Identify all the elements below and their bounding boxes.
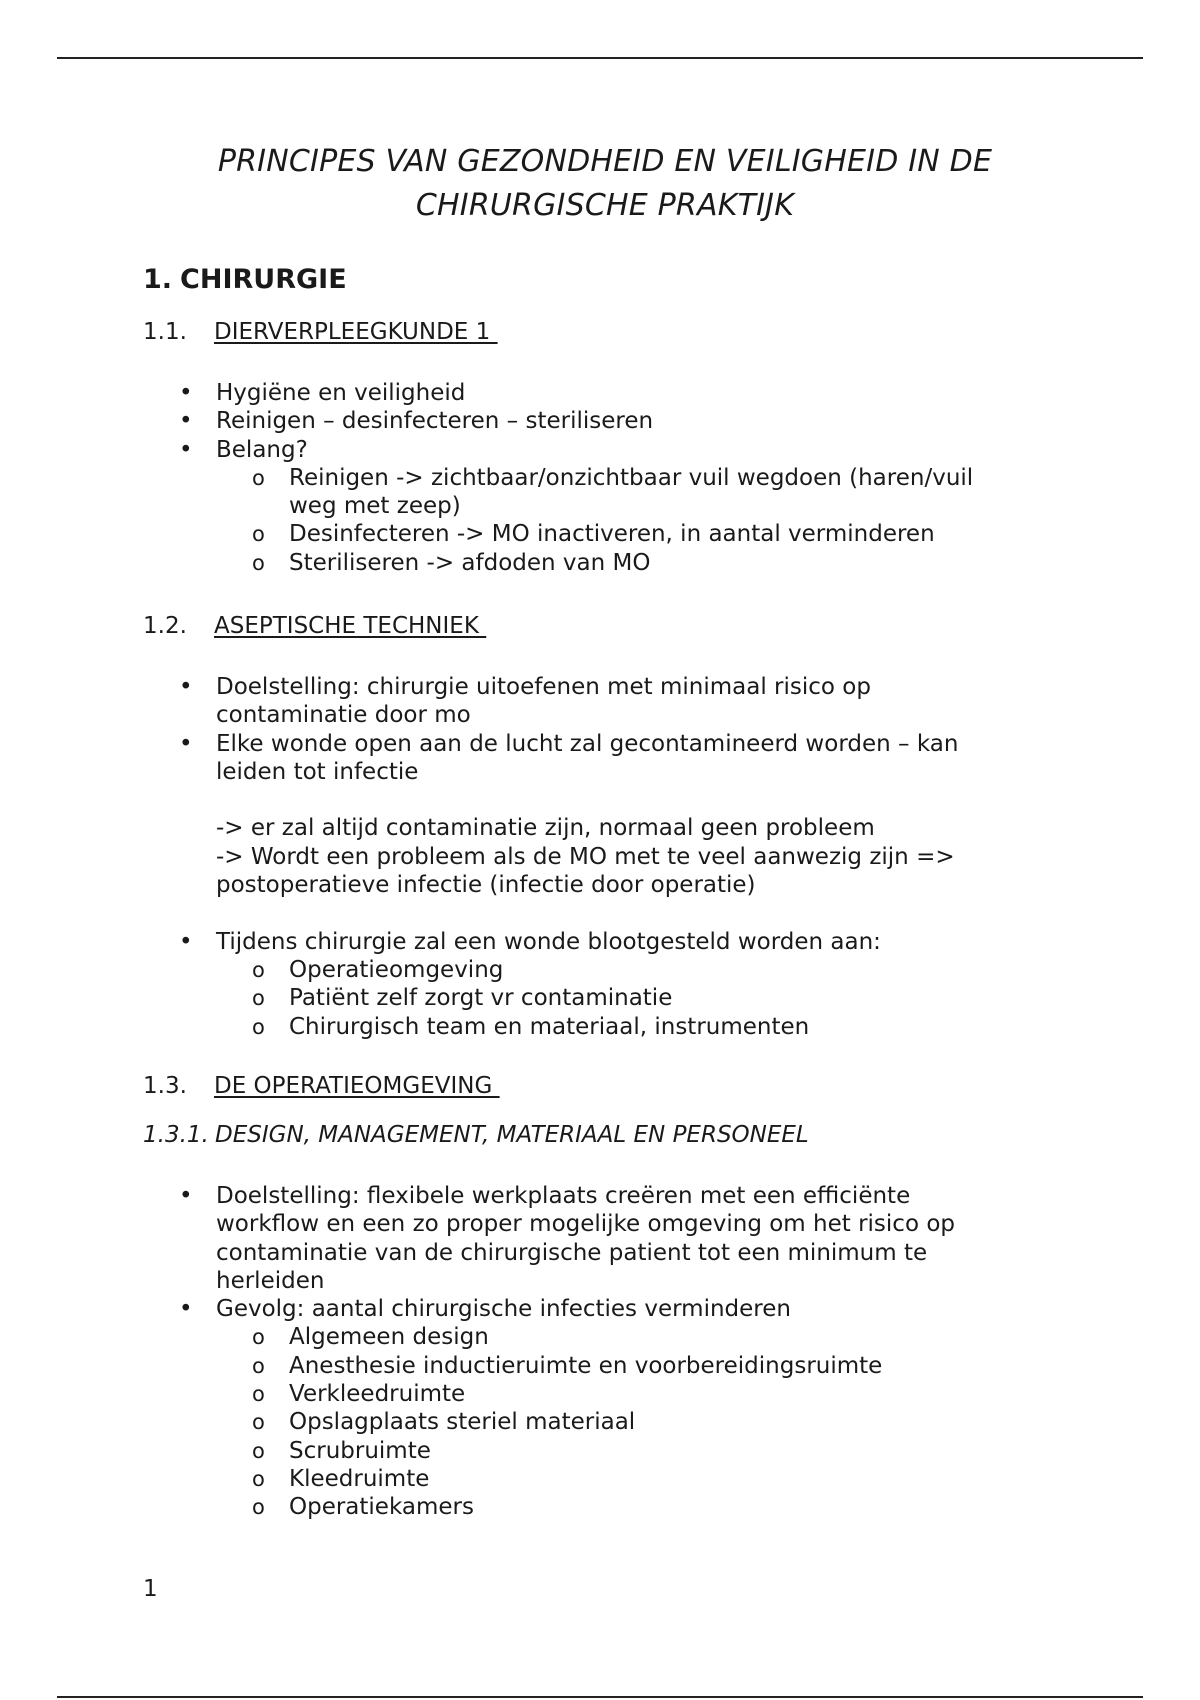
bullet-marker: • xyxy=(179,436,193,463)
list-item-text: Tijdens chirurgie zal een wonde blootgesteld worden aan: xyxy=(216,928,881,955)
sub-list-item xyxy=(0,1352,1016,1380)
list-item-text: Elke wonde open aan de lucht zal gecontamineerd worden – kan leiden tot infectie xyxy=(216,730,959,785)
heading-1-3-1 xyxy=(143,1120,809,1150)
bullet-marker: • xyxy=(179,408,193,435)
sub-item-text: Anesthesie inductieruimte en voorbereidingsruimte xyxy=(289,1352,883,1379)
sub-list-item xyxy=(0,1437,1016,1465)
sub-marker: o xyxy=(252,1353,265,1378)
title-line-1: PRINCIPES VAN GEZONDHEID EN VEILIGHEID IN DE xyxy=(217,144,993,179)
sub-list-item xyxy=(0,1493,1016,1521)
page-number: 1 xyxy=(143,1576,158,1602)
sub-item-text: Scrubruimte xyxy=(289,1437,431,1464)
bullet-marker: • xyxy=(179,1296,193,1323)
sub-marker: o xyxy=(252,957,265,982)
heading-text: ASEPTISCHE TECHNIEK xyxy=(214,613,487,639)
arrow-note: -> Wordt een probleem als de MO met te veel aanwezig zijn => postoperatieve infectie (infectie door operatie) xyxy=(216,843,955,899)
heading-text: DESIGN, MANAGEMENT, MATERIAAL EN PERSONEEL xyxy=(215,1122,809,1148)
heading-text: DE OPERATIEOMGEVING xyxy=(214,1073,500,1099)
list-item xyxy=(0,407,1016,435)
heading-1-chirurgie xyxy=(143,262,347,298)
bullet-marker: • xyxy=(179,1183,193,1209)
sub-list-item xyxy=(0,1465,1016,1493)
sub-marker: o xyxy=(252,522,265,547)
heading-number: 1.2. xyxy=(143,613,187,639)
sub-marker: o xyxy=(252,986,265,1011)
list-item xyxy=(0,673,1016,730)
bullet-marker: • xyxy=(179,928,193,955)
sub-marker: o xyxy=(252,465,265,490)
sub-item-text: Operatiekamers xyxy=(289,1494,474,1521)
sub-marker: o xyxy=(252,1410,265,1435)
document-title xyxy=(145,140,1065,228)
sub-list-item xyxy=(0,1013,1016,1041)
list-1-1 xyxy=(0,379,1016,577)
bottom-rule xyxy=(57,1696,1143,1698)
sub-item-text: Patiënt zelf zorgt vr contaminatie xyxy=(289,985,673,1012)
list-item-text: Reinigen – desinfecteren – steriliseren xyxy=(216,408,654,435)
heading-number: 1.3. xyxy=(143,1073,187,1099)
heading-1-1 xyxy=(143,317,498,347)
sub-item-text: Verkleedruimte xyxy=(289,1381,466,1408)
sub-item-text: Desinfecteren -> MO inactiveren, in aantal verminderen xyxy=(289,521,935,548)
list-1-3-1 xyxy=(0,1182,1016,1522)
bullet-marker: • xyxy=(179,674,193,700)
list-item-text: Gevolg: aantal chirurgische infecties verminderen xyxy=(216,1296,791,1323)
sub-item-text: Operatieomgeving xyxy=(289,956,504,983)
sub-list-item xyxy=(0,1380,1016,1408)
sub-marker: o xyxy=(252,1466,265,1491)
list-item-text: Belang? xyxy=(216,436,308,463)
sub-list-item xyxy=(0,984,1016,1012)
sub-marker: o xyxy=(252,550,265,575)
sub-item-text: Algemeen design xyxy=(289,1324,489,1351)
list-item-text: Doelstelling: flexibele werkplaats creëren met een efficiënte workflow en een zo proper mogelijke omgeving om het risico op contaminatie van de chirurgische patient tot een minimum te herleiden xyxy=(216,1183,955,1294)
list-item xyxy=(0,1295,1016,1323)
sub-item-text: Kleedruimte xyxy=(289,1465,430,1492)
sub-marker: o xyxy=(252,1495,265,1520)
sub-list-item xyxy=(0,1408,1016,1436)
sub-item-text: Steriliseren -> afdoden van MO xyxy=(289,549,651,576)
sub-item-text: Reinigen -> zichtbaar/onzichtbaar vuil wegdoen (haren/vuil weg met zeep) xyxy=(289,464,974,520)
list-item xyxy=(0,1182,1016,1295)
top-rule xyxy=(57,57,1143,59)
sub-list-item xyxy=(0,520,1016,548)
spacer xyxy=(0,899,1016,927)
sub-list-item xyxy=(0,956,1016,984)
sub-list-item xyxy=(0,464,1016,521)
list-item xyxy=(0,436,1016,464)
list-item xyxy=(0,379,1016,407)
list-item-text: Hygiëne en veiligheid xyxy=(216,380,466,406)
list-1-2 xyxy=(0,673,1016,1041)
sub-marker: o xyxy=(252,1382,265,1407)
bullet-marker: • xyxy=(179,380,193,406)
spacer xyxy=(0,786,1016,814)
sub-item-text: Opslagplaats steriel materiaal xyxy=(289,1409,636,1436)
sub-list-item xyxy=(0,549,1016,577)
list-item-text: Doelstelling: chirurgie uitoefenen met minimaal risico op contaminatie door mo xyxy=(216,674,871,729)
heading-text: DIERVERPLEEGKUNDE 1 xyxy=(214,319,498,345)
heading-number: 1. xyxy=(143,264,173,295)
sub-marker: o xyxy=(252,1014,265,1039)
sub-item-text: Chirurgisch team en materiaal, instrumenten xyxy=(289,1013,810,1040)
sub-list-item xyxy=(0,1323,1016,1351)
title-line-2: CHIRURGISCHE PRAKTIJK xyxy=(415,188,795,223)
sub-marker: o xyxy=(252,1325,265,1350)
bullet-marker: • xyxy=(179,730,193,757)
heading-1-2 xyxy=(143,611,486,641)
list-item xyxy=(0,928,1016,956)
heading-number: 1.3.1. xyxy=(143,1122,209,1148)
arrow-note: -> er zal altijd contaminatie zijn, normaal geen probleem xyxy=(216,815,875,842)
heading-1-3 xyxy=(143,1071,500,1101)
sub-marker: o xyxy=(252,1438,265,1463)
heading-text: CHIRURGIE xyxy=(180,264,347,295)
list-item xyxy=(0,730,1016,787)
heading-number: 1.1. xyxy=(143,319,187,345)
